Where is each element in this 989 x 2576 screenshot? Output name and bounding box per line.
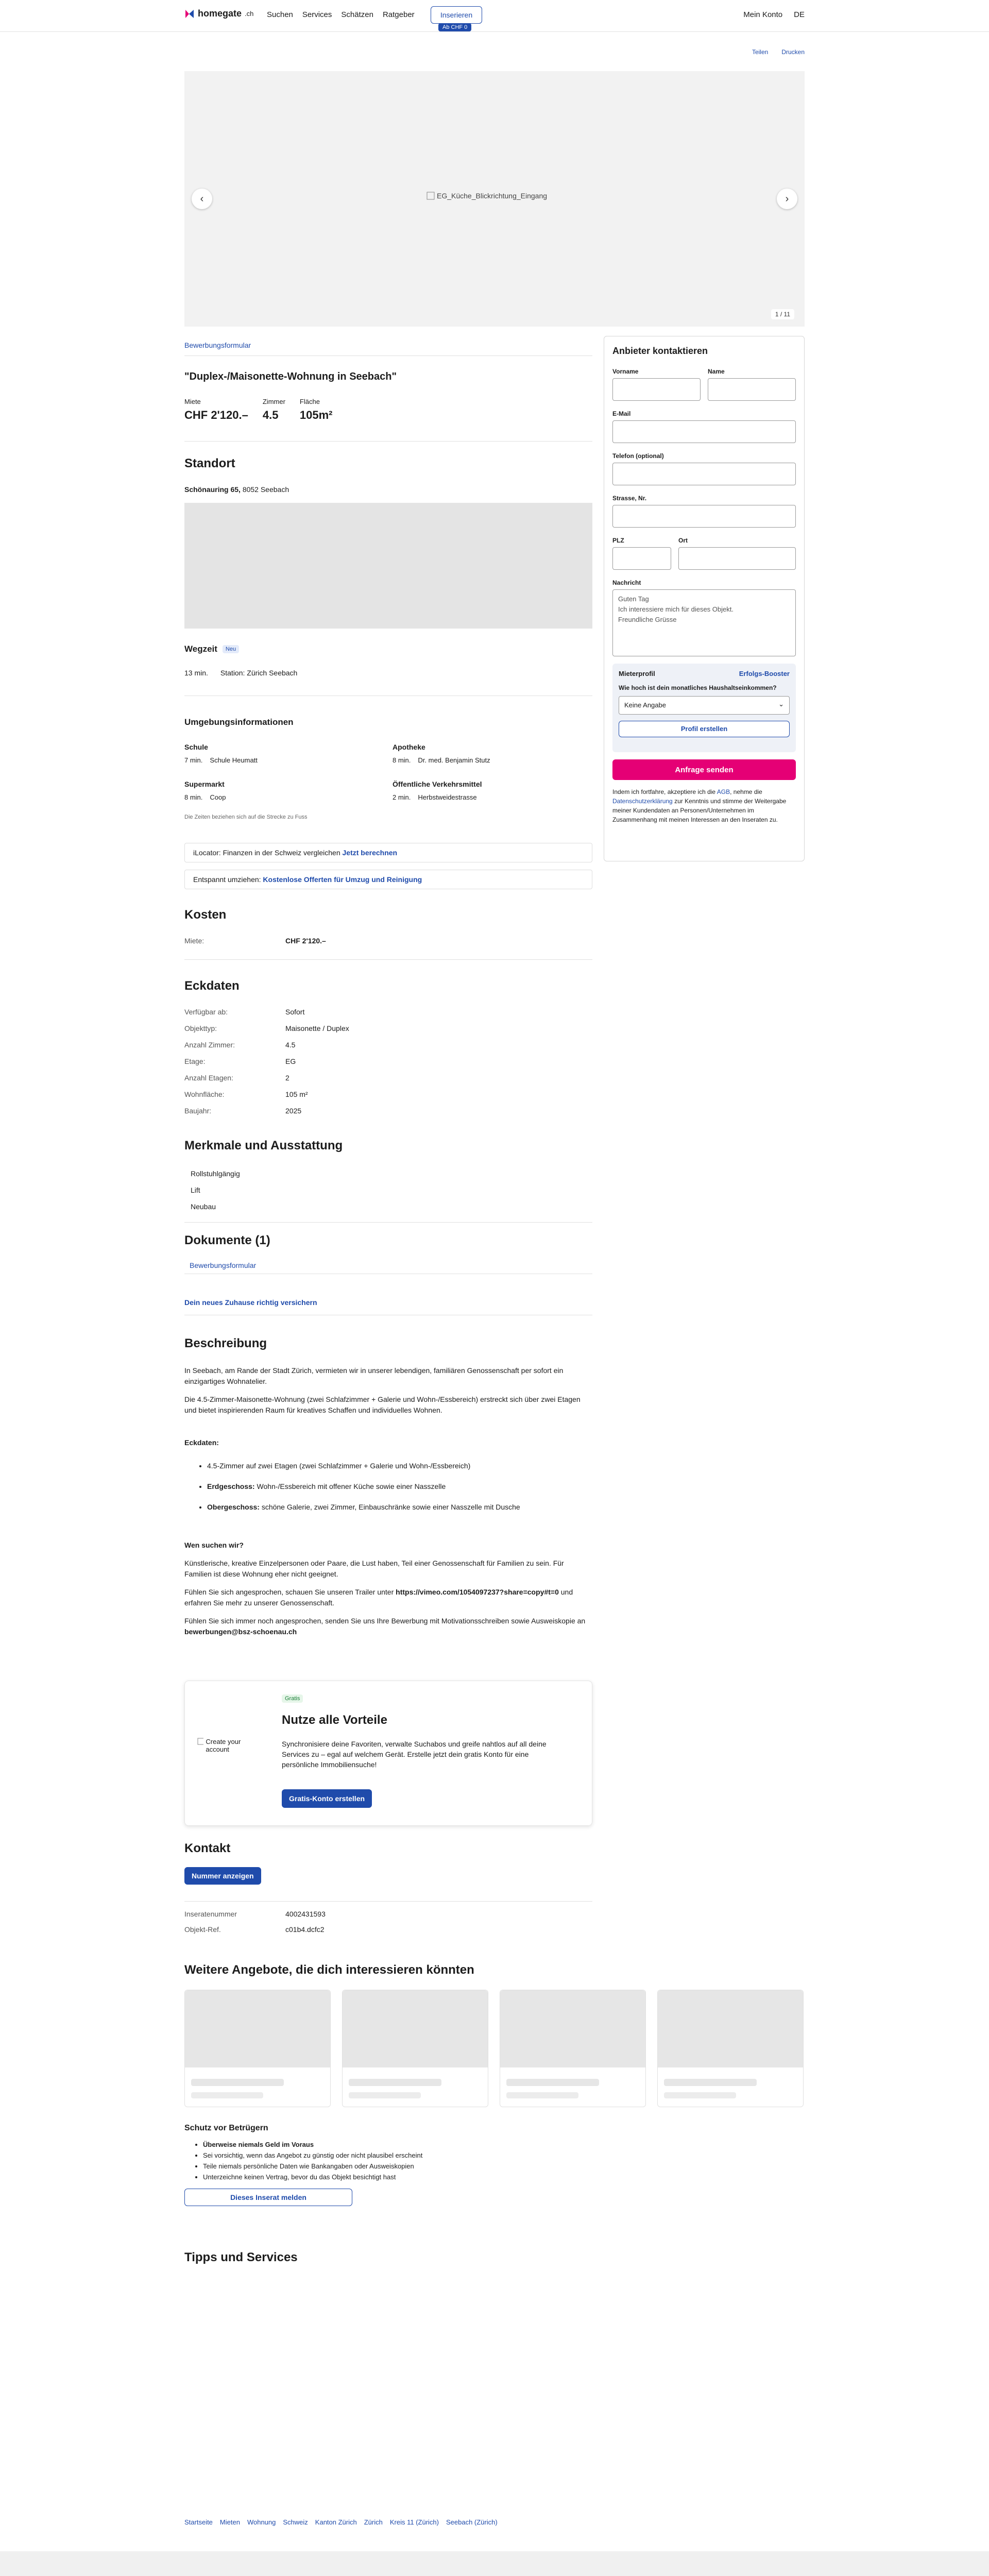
rooms-label: Zimmer: [262, 398, 285, 405]
surrounding-time: 2 min.: [393, 793, 411, 801]
description-heading: Beschreibung: [184, 1336, 267, 1350]
phone-field[interactable]: [612, 463, 796, 485]
contact-heading: Kontakt: [184, 1841, 231, 1855]
description-paragraph: In Seebach, am Rande der Stadt Zürich, vermieten wir in unserer lebendigen, familiären Genossenschaft per sofort ein einzigartiges Wohnatelier.: [184, 1366, 564, 1385]
bullet-bold: Erdgeschoss:: [207, 1482, 255, 1490]
promo-image: [197, 1738, 259, 1753]
text-part: Fühlen Sie sich angesprochen, schauen Sie unseren Trailer unter: [184, 1588, 396, 1596]
description-paragraph: Die 4.5-Zimmer-Maisonette-Wohnung (zwei Schlafzimmer + Galerie und Wohn-/Essbereich) erstreckt sich über zwei Etagen und bietet inspirierenden Raum für kreatives Schaffen und individuelles Wohnen.: [184, 1395, 581, 1414]
contact-key: Inseratenummer: [184, 1910, 237, 1918]
surrounding-place: Coop: [210, 793, 226, 801]
contact-row: [184, 1910, 592, 1918]
surrounding-title: Öffentliche Verkehrsmittel: [393, 780, 482, 788]
rent-value: CHF 2'120.–: [184, 409, 248, 421]
offer-card-skeleton[interactable]: [500, 1990, 646, 2107]
facts-key: Verfügbar ab:: [184, 1008, 228, 1016]
email-field[interactable]: [612, 420, 796, 443]
facts-value: EG: [285, 1057, 296, 1065]
household-select[interactable]: [619, 696, 790, 715]
facts-row: [184, 1090, 592, 1098]
costs-value: CHF 2'120.–: [285, 937, 326, 945]
nav-schaetzen[interactable]: Schätzen: [341, 10, 373, 19]
surroundings-note: Die Zeiten beziehen sich auf die Strecke zu Fuss: [184, 814, 308, 820]
address-city: 8052 Seebach: [242, 485, 289, 494]
facts-row: [184, 1041, 592, 1049]
promo-text: Synchronisiere deine Favoriten, verwalte Suchabos und greife nahtlos auf all deine Services zu – egal auf welchem Gerät. Erstelle jetzt dein gratis Konto für eine persönliche Immobiliensuche!: [282, 1740, 547, 1769]
feature-item: Lift: [191, 1186, 200, 1194]
locator-text: iLocator: Finanzen in der Schweiz vergleichen: [193, 849, 343, 857]
listing-title: "Duplex-/Maisonette-Wohnung in Seebach": [184, 371, 397, 382]
account-link[interactable]: Mein Konto: [743, 10, 783, 19]
tenant-profile-box: [612, 664, 796, 752]
address-street: Schönauring 65,: [184, 485, 241, 494]
homegate-logo[interactable]: [184, 8, 253, 19]
last-name-label: Name: [708, 368, 725, 375]
facts-key: Wohnfläche:: [184, 1090, 225, 1098]
facts-value: 105 m²: [285, 1090, 308, 1098]
legal-text: [612, 787, 796, 824]
breadcrumb-item[interactable]: Kreis 11 (Zürich): [389, 2518, 439, 2526]
moving-text: Entspannt umziehen:: [193, 875, 263, 884]
city-field[interactable]: [678, 547, 796, 570]
site-footer: [0, 2551, 989, 2576]
description-bullet: [207, 1497, 592, 1517]
feature-item: Neubau: [191, 1202, 216, 1211]
gallery-counter: 1 / 11: [771, 309, 794, 319]
travel-station: Station: Zürich Seebach: [220, 669, 298, 677]
broken-image-icon: [427, 192, 435, 200]
surrounding-title: Schule: [184, 743, 208, 751]
facts-key: Baujahr:: [184, 1107, 212, 1115]
key-facts: [184, 398, 333, 422]
facts-value: 2: [285, 1074, 289, 1082]
phone-label: Telefon (optional): [612, 452, 664, 460]
contact-form: [604, 336, 805, 861]
breadcrumb-item[interactable]: Wohnung: [247, 2518, 276, 2526]
costs-label: Miete:: [184, 937, 204, 945]
offer-card-skeleton[interactable]: [657, 1990, 804, 2107]
features-heading: Merkmale und Ausstattung: [184, 1139, 343, 1153]
email-label: E-Mail: [612, 410, 631, 417]
description-paragraph: Künstlerische, kreative Einzelpersonen oder Paare, die Lust haben, Teil einer Genossenschaft für Familien zu sein. Für Familien ist diese Wohnung eher nicht geeignet.: [184, 1559, 564, 1578]
logo-icon: [184, 9, 195, 19]
moving-banner: [184, 870, 592, 889]
text-part: , nehme die: [730, 788, 762, 795]
site-header: [0, 0, 989, 32]
first-name-label: Vorname: [612, 368, 639, 375]
breadcrumb-item[interactable]: Startseite: [184, 2518, 213, 2526]
facts-row: [184, 1057, 592, 1065]
fraud-tip: • Teile niemals persönliche Daten wie Bankangaben oder Ausweiskopien: [203, 2161, 422, 2172]
free-badge: Gratis: [282, 1694, 303, 1703]
tenant-profile-label: Mieterprofil: [619, 670, 655, 677]
gallery-next-button[interactable]: [777, 189, 797, 209]
message-label: Nachricht: [612, 579, 641, 586]
moving-link[interactable]: Kostenlose Offerten für Umzug und Reinigung: [263, 875, 422, 884]
zip-label: PLZ: [612, 537, 624, 544]
costs-heading: Kosten: [184, 908, 227, 922]
area-label: Fläche: [299, 398, 320, 405]
description-body: [184, 1365, 592, 1637]
agb-link[interactable]: AGB: [717, 788, 730, 795]
trailer-link[interactable]: https://vimeo.com/1054097237?share=copy#t=0: [396, 1588, 559, 1596]
promo-image-alt: Create your account: [206, 1738, 241, 1753]
contact-row: [184, 1925, 592, 1934]
booster-label: Erfolgs-Booster: [739, 670, 790, 677]
facts-value: 2025: [285, 1107, 302, 1115]
facts-row: [184, 1107, 592, 1115]
surrounding-place: Schule Heumatt: [210, 756, 258, 764]
create-profile-button[interactable]: Profil erstellen: [619, 721, 790, 737]
language-switch[interactable]: DE: [794, 10, 805, 19]
surrounding-title: Apotheke: [393, 743, 425, 751]
fraud-tip: • Überweise niemals Geld im Voraus: [203, 2139, 422, 2150]
description-paragraph: [184, 1587, 592, 1608]
facts-row: [184, 1074, 592, 1082]
text-part: zur Kenntnis und stimme der Weitergabe meiner Kundendaten an Personen/Unternehmen im Zusammenhang mit meinen Interessen an den Inseraten zu.: [612, 798, 787, 823]
travel-time: 13 min.: [184, 669, 208, 677]
facts-key: Anzahl Etagen:: [184, 1074, 233, 1082]
surrounding-place: Dr. med. Benjamin Stutz: [418, 756, 490, 764]
map[interactable]: [184, 503, 592, 629]
description-bullet: • 4.5-Zimmer auf zwei Etagen (zwei Schlafzimmer + Galerie und Wohn-/Essbereich): [207, 1455, 592, 1476]
image-gallery[interactable]: [184, 71, 805, 327]
broken-image-icon: [197, 1738, 203, 1745]
fraud-section: [184, 2124, 422, 2206]
rooms-value: 4.5: [262, 409, 279, 421]
last-name-field[interactable]: [708, 378, 796, 401]
documents-heading: Dokumente (1): [184, 1233, 270, 1247]
locator-link[interactable]: Jetzt berechnen: [342, 849, 398, 857]
application-form-link[interactable]: Bewerbungsformular: [184, 341, 251, 349]
household-select-value: Keine Angabe: [624, 701, 666, 709]
breadcrumb-item[interactable]: Zürich: [364, 2518, 383, 2526]
address: [184, 485, 289, 494]
text-part: Fühlen Sie sich immer noch angesprochen, senden Sie uns Ihre Bewerbung mit Motivationsschreiben sowie Ausweiskopie an: [184, 1617, 586, 1625]
tips-heading: Tipps und Services: [184, 2250, 298, 2264]
logo-suffix: .ch: [245, 10, 254, 18]
create-account-button[interactable]: Gratis-Konto erstellen: [282, 1789, 372, 1808]
surrounding-time: 8 min.: [393, 756, 411, 764]
fraud-tip: • Unterzeichne keinen Vertrag, bevor du das Objekt besichtigt hast: [203, 2172, 422, 2182]
facts-row: [184, 1024, 592, 1032]
street-label: Strasse, Nr.: [612, 495, 647, 502]
bullet-text: Wohn-/Essbereich mit offener Küche sowie einer Nasszelle: [254, 1482, 446, 1490]
chevron-down-icon: ⌄: [778, 700, 784, 708]
gallery-image: [427, 192, 547, 200]
new-badge: Neu: [223, 645, 239, 653]
contact-value: 4002431593: [285, 1910, 326, 1918]
contact-info: [184, 1901, 592, 1941]
description-paragraph: [184, 1616, 592, 1637]
facts-value: Maisonette / Duplex: [285, 1024, 349, 1032]
first-name-field[interactable]: [612, 378, 701, 401]
surrounding-place: Herbstweidestrasse: [418, 793, 477, 801]
text-part: und erfahren Sie mehr zu unserer Genossenschaft.: [184, 1588, 573, 1607]
privacy-link[interactable]: Datenschutzerklärung: [612, 798, 673, 805]
facts-key: Anzahl Zimmer:: [184, 1041, 235, 1049]
rent-label: Miete: [184, 398, 201, 405]
surrounding-time: 7 min.: [184, 756, 203, 764]
offer-card-skeleton[interactable]: [184, 1990, 331, 2107]
insert-label: Inserieren: [440, 11, 473, 19]
surrounding-title: Supermarkt: [184, 780, 225, 788]
facts-table: [184, 1008, 592, 1123]
more-offers-heading: Weitere Angebote, die dich interessieren könnten: [184, 1963, 474, 1977]
gallery-image-alt: EG_Küche_Blickrichtung_Eingang: [437, 192, 548, 200]
description-subheading: Eckdaten:: [184, 1438, 219, 1447]
location-heading: Standort: [184, 456, 235, 470]
document-link[interactable]: Bewerbungsformular: [184, 1257, 592, 1274]
breadcrumb-item[interactable]: Schweiz: [283, 2518, 308, 2526]
gallery-prev-button[interactable]: [192, 189, 212, 209]
travel-heading: Wegzeit: [184, 644, 217, 654]
locator-banner: [184, 843, 592, 862]
bullet-text: schöne Galerie, zwei Zimmer, Einbauschränke sowie einer Nasszelle mit Dusche: [259, 1503, 520, 1511]
street-field[interactable]: [612, 505, 796, 528]
chevron-right-icon: ›: [785, 193, 789, 205]
breadcrumb-item[interactable]: Kanton Zürich: [315, 2518, 357, 2526]
contact-value: c01b4.dcfc2: [285, 1925, 325, 1934]
nav-services[interactable]: Services: [302, 10, 332, 19]
breadcrumb-item[interactable]: Seebach (Zürich): [446, 2518, 498, 2526]
promo-card: [184, 1681, 592, 1826]
email-link[interactable]: bewerbungen@bsz-schoenau.ch: [184, 1628, 297, 1636]
facts-key: Objekttyp:: [184, 1024, 217, 1032]
surrounding-time: 8 min.: [184, 793, 203, 801]
facts-row: [184, 1008, 592, 1016]
nav-ratgeber[interactable]: Ratgeber: [382, 10, 415, 19]
facts-key: Etage:: [184, 1057, 206, 1065]
zip-field[interactable]: [612, 547, 671, 570]
nav-suchen[interactable]: Suchen: [267, 10, 293, 19]
send-request-button[interactable]: Anfrage senden: [612, 759, 796, 780]
promo-heading: Nutze alle Vorteile: [282, 1713, 387, 1727]
city-label: Ort: [678, 537, 688, 544]
insurance-link[interactable]: Dein neues Zuhause richtig versichern: [184, 1298, 317, 1307]
report-listing-button[interactable]: Dieses Inserat melden: [184, 2189, 352, 2206]
offer-card-skeleton[interactable]: [342, 1990, 488, 2107]
facts-heading: Eckdaten: [184, 979, 240, 993]
facts-value: 4.5: [285, 1041, 296, 1049]
main-nav: [267, 10, 415, 19]
features-list: [191, 1165, 240, 1215]
insert-price-badge: Ab CHF 0: [438, 23, 471, 31]
show-number-button[interactable]: Nummer anzeigen: [184, 1867, 261, 1885]
share-link[interactable]: Teilen: [752, 48, 769, 56]
area-value: 105m²: [299, 409, 333, 421]
print-link[interactable]: Drucken: [781, 48, 805, 56]
fraud-heading: Schutz vor Betrügern: [184, 2124, 268, 2132]
feature-item: Rollstuhlgängig: [191, 1170, 240, 1178]
contact-form-heading: Anbieter kontaktieren: [612, 346, 708, 356]
surroundings-heading: Umgebungsinformationen: [184, 717, 294, 727]
breadcrumb-item[interactable]: Mieten: [219, 2518, 240, 2526]
insert-button[interactable]: [431, 6, 482, 30]
text-part: Indem ich fortfahre, akzeptiere ich die: [612, 788, 717, 795]
logo-text: homegate: [198, 8, 242, 19]
breadcrumb: [184, 2518, 498, 2526]
facts-value: Sofort: [285, 1008, 305, 1016]
household-question: Wie hoch ist dein monatliches Haushaltseinkommen?: [619, 684, 777, 691]
message-textarea[interactable]: Guten Tag Ich interessiere mich für dieses Objekt. Freundliche Grüsse: [612, 589, 796, 656]
contact-key: Objekt-Ref.: [184, 1925, 221, 1934]
fraud-tip: • Sei vorsichtig, wenn das Angebot zu günstig oder nicht plausibel erscheint: [203, 2150, 422, 2161]
description-bullet: [207, 1476, 592, 1497]
bullet-bold: Obergeschoss:: [207, 1503, 260, 1511]
chevron-left-icon: ‹: [200, 193, 204, 205]
description-subheading: Wen suchen wir?: [184, 1541, 244, 1549]
